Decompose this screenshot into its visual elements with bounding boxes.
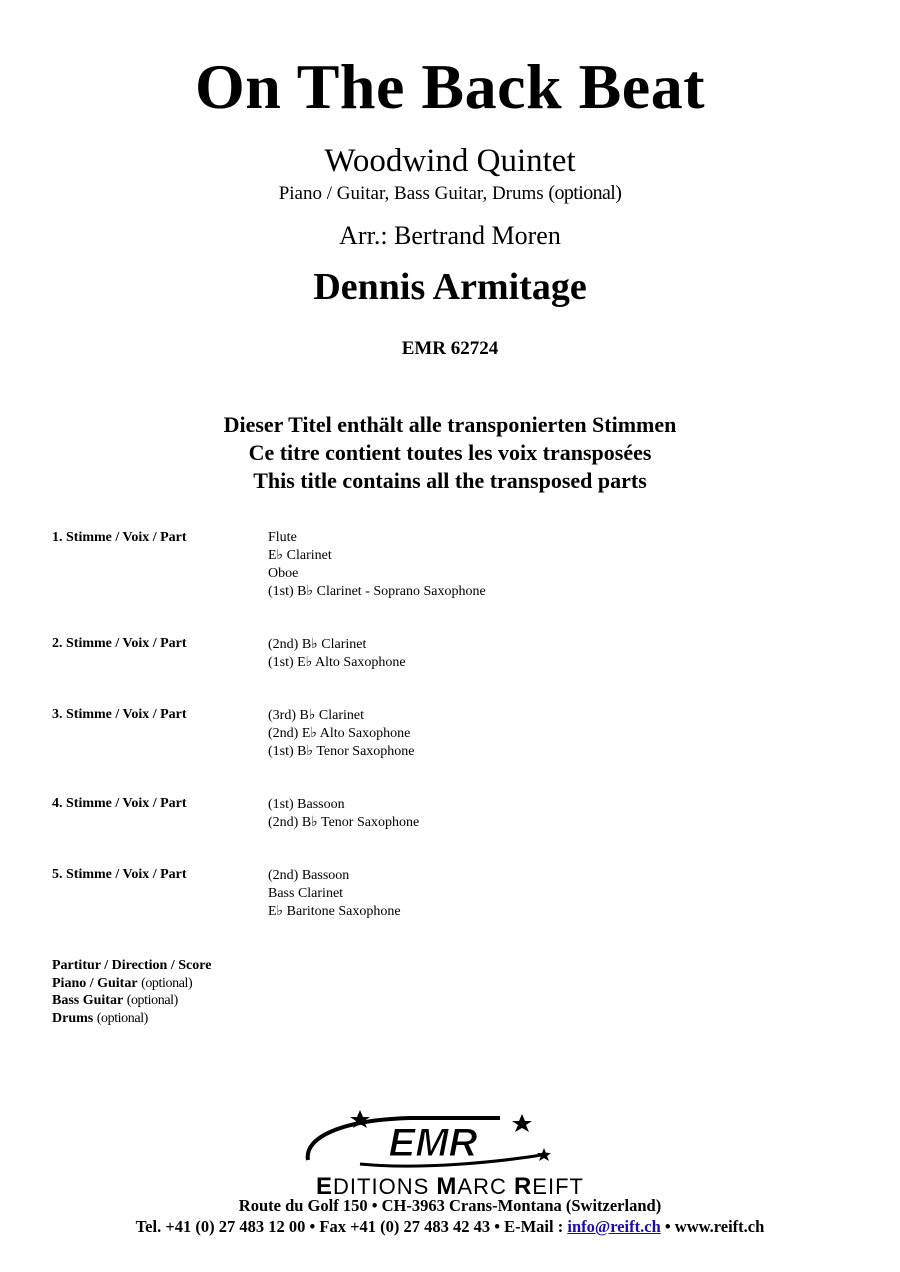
instrument: Oboe (268, 566, 299, 581)
instrument: E♭ Baritone Saxophone (268, 904, 401, 919)
part-5-instruments (268, 867, 401, 921)
piano-label: Piano / Guitar (52, 975, 138, 991)
instrument: (2nd) B♭ Tenor Saxophone (268, 815, 420, 830)
publisher-address: Route du Golf 150 • CH-3963 Crans-Montana (Switzerland) (238, 1196, 662, 1215)
publisher-name-part: DITIONS (333, 1174, 437, 1199)
instrument: (1st) Bassoon (268, 797, 345, 812)
part-5-label: 5. Stimme / Voix / Part (52, 867, 187, 882)
part-3-label: 3. Stimme / Voix / Part (52, 707, 187, 722)
publisher-name-part: ARC (457, 1174, 514, 1199)
part-3-instruments (268, 707, 415, 761)
instrument: (1st) B♭ Tenor Saxophone (268, 744, 415, 759)
extra-parts (52, 957, 211, 1027)
publisher-name-part: R (513, 1173, 533, 1200)
notice-french: Ce titre contient toutes les voix transposées (248, 440, 652, 465)
part-4-instruments (268, 796, 419, 832)
publisher-name-part: EIFT (532, 1174, 584, 1199)
notice-german: Dieser Titel enthält alle transponierten Stimmen (223, 412, 677, 437)
optional-note: (optional) (141, 975, 193, 991)
publisher-name-part: E (316, 1173, 334, 1200)
page-title: On The Back Beat (195, 51, 705, 122)
instrument: (2nd) E♭ Alto Saxophone (268, 726, 411, 741)
instrumentation-optional: (optional) (548, 182, 622, 204)
instrument: (3rd) B♭ Clarinet (268, 708, 365, 723)
instrument: Bass Clarinet (268, 886, 344, 901)
optional-note: (optional) (126, 993, 178, 1008)
part-1-instruments (268, 529, 486, 601)
instrumentation-main: Piano / Guitar, Bass Guitar, Drums (278, 183, 549, 204)
emr-logo (300, 1108, 562, 1172)
arranger: Arr.: Bertrand Moren (339, 221, 561, 250)
instrumentation (0, 182, 900, 205)
composer: Dennis Armitage (313, 266, 587, 308)
contact-website: • www.reift.ch (660, 1217, 765, 1236)
part-1-label: 1. Stimme / Voix / Part (52, 530, 187, 545)
subtitle: Woodwind Quintet (324, 143, 576, 179)
catalog-number: EMR 62724 (401, 338, 499, 359)
score-label: Partitur / Direction / Score (52, 958, 212, 973)
instrument: Flute (268, 530, 297, 545)
instrument: E♭ Clarinet (268, 548, 332, 563)
part-2-label: 2. Stimme / Voix / Part (52, 636, 187, 651)
logo-text: EMR (388, 1121, 478, 1165)
instrument: (2nd) Bassoon (268, 868, 350, 883)
optional-note: (optional) (96, 1010, 148, 1026)
drums-label: Drums (52, 1010, 94, 1026)
part-2-instruments (268, 636, 406, 672)
notice-english: This title contains all the transposed parts (253, 468, 647, 493)
star-icon (537, 1148, 551, 1161)
contact-phone-fax: Tel. +41 (0) 27 483 12 00 • Fax +41 (0) 27 483 42 43 • E-Mail : (135, 1217, 568, 1236)
instrument: (2nd) B♭ Clarinet (268, 637, 367, 652)
part-4-label: 4. Stimme / Voix / Part (52, 796, 187, 811)
instrument: (1st) E♭ Alto Saxophone (268, 655, 406, 670)
email-link[interactable]: info@reift.ch (567, 1217, 661, 1236)
bass-label: Bass Guitar (52, 993, 124, 1008)
publisher-contact (0, 1217, 900, 1237)
instrument: (1st) B♭ Clarinet - Soprano Saxophone (268, 584, 486, 599)
star-icon (512, 1114, 532, 1132)
publisher-name-part: M (436, 1173, 458, 1200)
